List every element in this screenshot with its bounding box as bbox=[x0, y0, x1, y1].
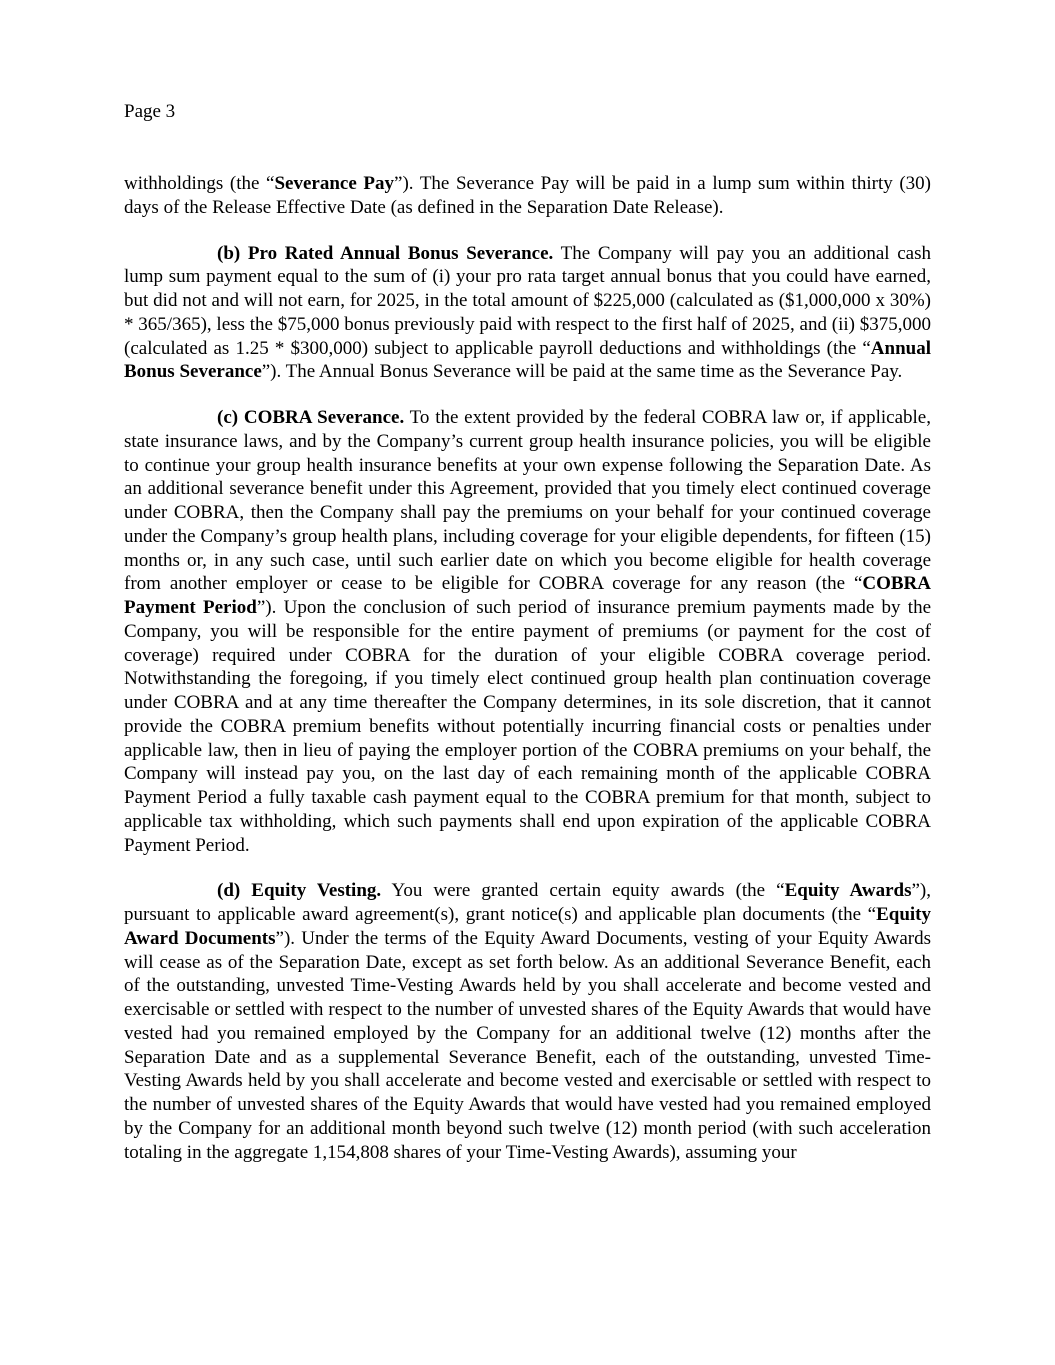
section-heading-d: (d) Equity Vesting. bbox=[217, 880, 382, 902]
text-run: The Company will pay you an additional cash lump sum payment equal to the sum of (i) your pro rata target annual bonus that you could have earned, but did not and will not earn, for 2025, in the total amount of $225,000 (calculated as ($1,000,000 x 30%) * 365/365), less the $75,000 bonus previously paid with respect to the first half of 2025, and (ii) $375,000 (calculated as 1.25 * $300,000) subject to applicable payroll deductions and withholdings (the “ bbox=[124, 242, 931, 359]
text-run: withholdings (the “ bbox=[124, 173, 275, 194]
section-heading-b: (b) Pro Rated Annual Bonus Severance. bbox=[217, 242, 554, 264]
text-run: ”). Upon the conclusion of such period of insurance premium payments made by the Company, you will be responsible for the entire payment of premiums (or payment for the cost of coverage) required under COBRA for the duration of your eligible COBRA coverage period. Notwithstanding the foregoing, if you timely elect continued group health plan continuation coverage under COBRA and at any time thereafter the Company determines, in its sole discretion, that it cannot provide the COBRA premium benefits without potentially incurring financial costs or penalties under applicable law, then in lieu of paying the employer portion of the COBRA premiums on your behalf, the Company will instead pay you, on the last day of each remaining month of the applicable COBRA Payment Period a fully taxable cash payment equal to the COBRA premium for that month, subject to applicable tax withholding, which such payments shall end upon expiration of the applicable COBRA Payment Period. bbox=[124, 597, 932, 856]
defined-term-equity-awards: Equity Awards bbox=[784, 880, 912, 902]
section-heading-c: (c) COBRA Severance. bbox=[217, 407, 405, 428]
paragraph-equity-vesting bbox=[124, 879, 931, 1164]
paragraph-annual-bonus-severance bbox=[124, 242, 931, 385]
defined-term-equity-award-documents: Equity Award Documents bbox=[124, 904, 931, 949]
document-body bbox=[124, 172, 931, 1186]
page-number: Page 3 bbox=[124, 101, 176, 122]
text-run: ”). The Severance Pay will be paid in a lump sum within thirty (30) days of the Release Effective Date (as defined in the Separation Date Release). bbox=[124, 173, 932, 218]
defined-term-annual-bonus-severance: Annual Bonus Severance bbox=[124, 337, 931, 383]
paragraph-severance-pay bbox=[124, 172, 931, 220]
text-run: ”). Under the terms of the Equity Award Documents, vesting of your Equity Awards will cease as of the Separation Date, except as set forth below. As an additional Severance Benefit, each of the outstanding, unvested Time-Vesting Awards held by you shall accelerate and become vested and exercisable or settled with respect to the number of unvested shares of the Equity Awards that would have vested had you remained employed by the Company for an additional twelve (12) months after the Separation Date and as a supplemental Severance Benefit, each of the outstanding, unvested Time-Vesting Awards held by you shall accelerate and become vested and exercisable or settled with respect to the number of unvested shares of the Equity Awards that would have vested had you remained employed by the Company for an additional month beyond such twelve (12) month period (with such acceleration totaling in the aggregate 1,154,808 shares of your Time-Vesting Awards), assuming your bbox=[124, 927, 931, 1163]
text-run: ”). The Annual Bonus Severance will be paid at the same time as the Severance Pay. bbox=[261, 361, 903, 383]
defined-term-cobra-payment-period: COBRA Payment Period bbox=[124, 573, 931, 618]
text-run: To the extent provided by the federal COBRA law or, if applicable, state insurance laws, and by the Company’s current group health insurance policies, you will be eligible to continue your group health insurance benefits at your own expense following the Separation Date. As an additional severance benefit under this Agreement, provided that you timely elect continued coverage under COBRA, then the Company shall pay the premiums on your behalf for your continued coverage under the Company’s group health plans, including coverage for your eligible dependents, for fifteen (15) months or, in any such case, until such earlier date on which you become eligible for health coverage from another employer or cease to be eligible for COBRA coverage for any reason (the “ bbox=[124, 407, 931, 595]
paragraph-cobra-severance bbox=[124, 406, 931, 857]
text-run: You were granted certain equity awards (the “ bbox=[381, 880, 785, 902]
text-run: ”), pursuant to applicable award agreement(s), grant notice(s) and applicable plan documents (the “ bbox=[124, 880, 931, 925]
defined-term-severance-pay: Severance Pay bbox=[274, 173, 395, 194]
